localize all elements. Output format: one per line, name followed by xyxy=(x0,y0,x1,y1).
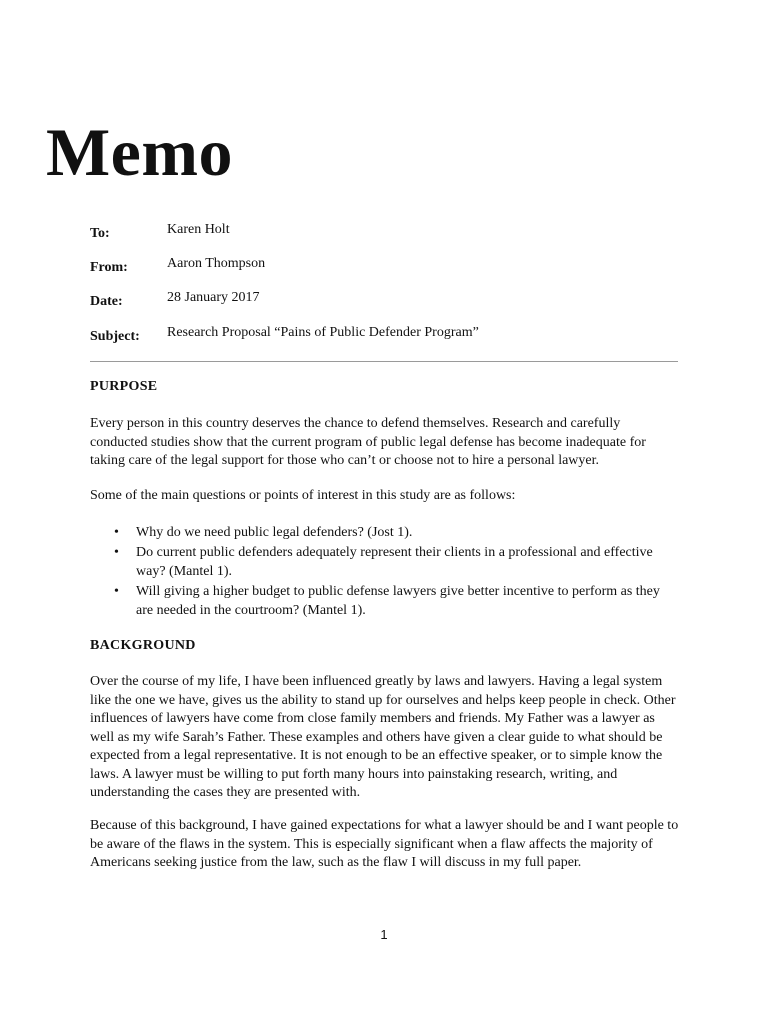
purpose-paragraph-1: Every person in this country deserves the chance to defend themselves. Research and carefully conducted studies show that the current program of public legal defense has become inadequate for taking care of the legal support for those who can’t or choose not to hire a personal lawyer. xyxy=(90,416,646,468)
list-item-text: Why do we need public legal defenders? (Jost 1). xyxy=(136,525,413,540)
page-number: 1 xyxy=(380,927,388,942)
header-divider xyxy=(90,361,678,362)
list-item xyxy=(90,523,680,542)
purpose-paragraph-2: Some of the main questions or points of interest in this study are as follows: xyxy=(90,488,516,503)
to-label: To: xyxy=(90,226,110,241)
list-item xyxy=(90,543,680,581)
list-item-text: Do current public defenders adequately represent their clients in a professional and effective way? (Mantel 1). xyxy=(136,545,653,579)
subject-value: Research Proposal “Pains of Public Defender Program” xyxy=(167,325,479,340)
to-value: Karen Holt xyxy=(167,222,230,237)
date-label: Date: xyxy=(90,294,123,309)
background-paragraph-2: Because of this background, I have gained expectations for what a lawyer should be and I want people to be aware of the flaws in the system. This is especially significant when a flaw affects the majority of Americans seeking justice from the law, such as the flaw I will discuss in my full paper. xyxy=(90,818,679,870)
memo-title: Memo xyxy=(46,114,234,190)
bullet-icon: • xyxy=(114,584,119,599)
from-label: From: xyxy=(90,260,128,275)
list-item-text: Will giving a higher budget to public defense lawyers give better incentive to perform as they are needed in the courtroom? (Mantel 1). xyxy=(136,584,660,618)
purpose-heading: PURPOSE xyxy=(90,379,158,394)
background-heading: BACKGROUND xyxy=(90,638,196,653)
background-paragraph-1: Over the course of my life, I have been influenced greatly by laws and lawyers. Having a legal system like the one we have, gives us the ability to stand up for ourselves and helps keep people in check. Other influences of lawyers have come from close family members and friends. My Father was a lawyer as well as my wife Sarah’s Father. These examples and others have given a clear guide to what should be expected from a legal representative. It is not enough to be an effective speaker, or to simple know the laws. A lawyer must be willing to put forth many hours into painstaking research, writing, and understanding the cases they are presented with. xyxy=(90,674,676,800)
date-value: 28 January 2017 xyxy=(167,290,260,305)
bullet-icon: • xyxy=(114,525,119,540)
bullet-icon: • xyxy=(114,545,119,560)
list-item xyxy=(90,582,680,620)
subject-label: Subject: xyxy=(90,329,140,344)
from-value: Aaron Thompson xyxy=(167,256,266,271)
questions-list xyxy=(90,523,680,621)
